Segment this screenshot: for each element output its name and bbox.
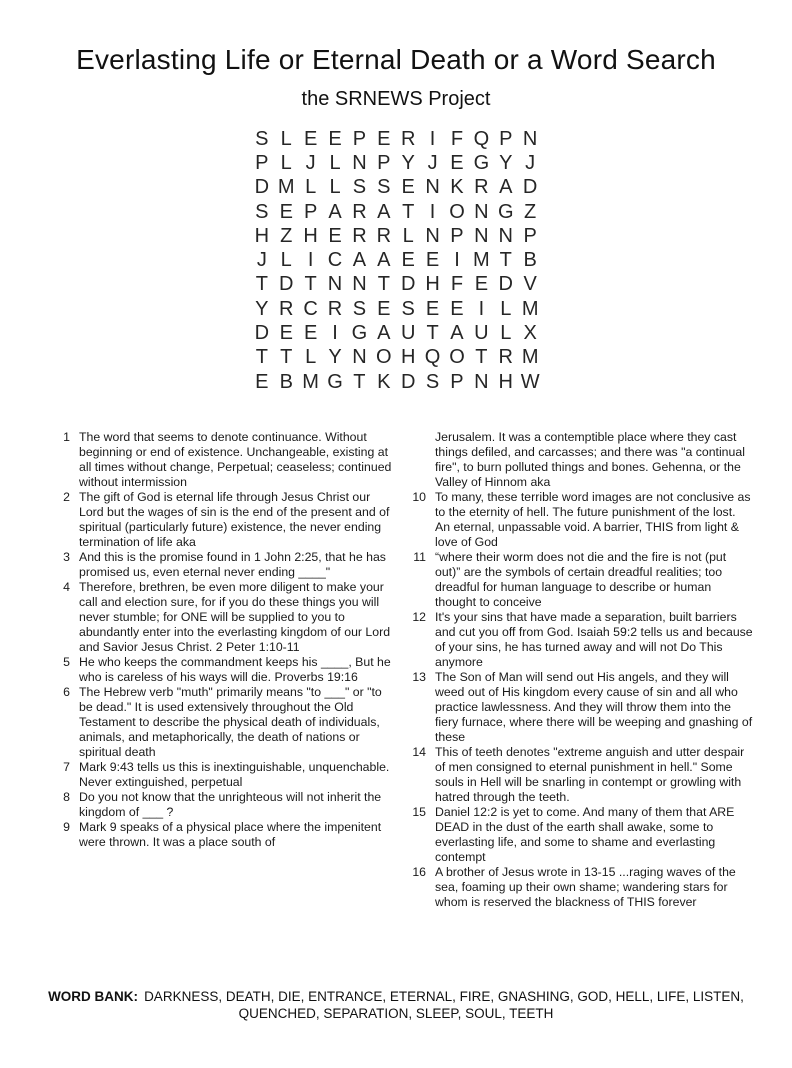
grid-letter: L bbox=[329, 151, 341, 174]
grid-letter: A bbox=[352, 249, 367, 272]
clue-number: 14 bbox=[412, 745, 426, 760]
grid-letter: A bbox=[377, 249, 391, 272]
clue-text: Jerusalem. It was a contemptible place where they cast things defiled, and carcasses; and there was "a continual fire", to burn polluted things and bones. Gehenna, or the Valley of Hinnom aka bbox=[435, 430, 745, 490]
grid-letter: N bbox=[352, 273, 367, 296]
grid-letter: T bbox=[475, 346, 488, 369]
grid-letter: P bbox=[352, 127, 367, 150]
grid-letter: H bbox=[303, 224, 318, 247]
grid-letter: E bbox=[401, 249, 415, 272]
clue-list bbox=[50, 430, 792, 910]
clue-item bbox=[406, 430, 753, 490]
grid-letter: V bbox=[523, 273, 537, 296]
grid-letter: P bbox=[450, 224, 464, 247]
grid-letter: I bbox=[429, 127, 436, 150]
grid-letter: U bbox=[400, 322, 416, 345]
grid-letter: F bbox=[450, 273, 464, 296]
page-subtitle: the SRNEWS Project bbox=[301, 88, 491, 110]
grid-letter: M bbox=[277, 176, 295, 199]
grid-letter: T bbox=[255, 273, 268, 296]
clue-text: To many, these terrible word images are not conclusive as to the eternity of hell. The future punishment of the lost. An eternal, unpassable void. A barrier, THIS from light & love of God bbox=[435, 490, 751, 550]
grid-letter: P bbox=[255, 151, 269, 174]
grid-letter: T bbox=[255, 346, 268, 369]
clue-number: 13 bbox=[412, 670, 426, 685]
grid-letter: I bbox=[478, 297, 485, 320]
grid-letter: H bbox=[400, 346, 416, 369]
grid-letter: O bbox=[376, 346, 392, 369]
grid-letter: S bbox=[255, 127, 269, 150]
clue-number: 15 bbox=[412, 805, 426, 820]
clue-text: Mark 9 speaks of a physical place where the impenitent were thrown. It was a place south of bbox=[79, 820, 382, 850]
grid-letter: N bbox=[474, 224, 489, 247]
grid-letter: E bbox=[303, 127, 318, 150]
grid-letter: N bbox=[327, 273, 343, 296]
grid-letter: D bbox=[498, 273, 513, 296]
grid-letter: R bbox=[279, 297, 294, 320]
grid-letter: S bbox=[352, 297, 367, 320]
grid-letter: A bbox=[499, 176, 513, 199]
grid-letter: A bbox=[450, 322, 464, 345]
grid-letter: C bbox=[303, 297, 318, 320]
grid-letter: O bbox=[449, 200, 465, 223]
grid-letter: E bbox=[279, 200, 293, 223]
grid-letter: T bbox=[377, 273, 390, 296]
clue-item bbox=[406, 550, 753, 610]
grid-letter: S bbox=[255, 200, 269, 223]
grid-letter: T bbox=[353, 370, 366, 393]
grid-letter: I bbox=[307, 249, 314, 272]
grid-letter: Y bbox=[328, 346, 342, 369]
grid-letter: P bbox=[377, 151, 391, 174]
grid-letter: E bbox=[279, 322, 293, 345]
grid-letter: E bbox=[401, 176, 415, 199]
grid-letter: G bbox=[497, 200, 514, 223]
grid-letter: M bbox=[521, 297, 539, 320]
grid-letter: D bbox=[254, 176, 270, 199]
grid-letter: E bbox=[303, 322, 318, 345]
grid-letter: Q bbox=[424, 346, 441, 369]
grid-letter: J bbox=[427, 151, 438, 174]
grid-letter: R bbox=[352, 200, 367, 223]
grid-letter: T bbox=[304, 273, 317, 296]
grid-letter: I bbox=[429, 200, 436, 223]
grid-letter: J bbox=[305, 151, 316, 174]
grid-letter: R bbox=[400, 127, 416, 150]
grid-letter: D bbox=[400, 370, 416, 393]
grid-letter: A bbox=[377, 200, 391, 223]
clue-item bbox=[406, 610, 753, 670]
page-title: Everlasting Life or Eternal Death or a Word Search bbox=[76, 44, 716, 75]
grid-letter: S bbox=[425, 370, 440, 393]
grid-letter: R bbox=[498, 346, 513, 369]
grid-letter: R bbox=[474, 176, 489, 199]
clue-item bbox=[50, 550, 397, 580]
grid-letter: B bbox=[523, 249, 537, 272]
grid-letter: Y bbox=[499, 151, 513, 174]
clue-number: 2 bbox=[63, 490, 70, 505]
grid-letter: P bbox=[450, 370, 464, 393]
clue-text: Mark 9:43 tells us this is inextinguishable, unquenchable. Never extinguished, perpetual bbox=[79, 760, 390, 790]
grid-letter: E bbox=[425, 297, 440, 320]
grid-letter: O bbox=[449, 346, 465, 369]
clue-number: 8 bbox=[63, 790, 70, 805]
grid-letter: L bbox=[500, 297, 512, 320]
grid-letter: I bbox=[332, 322, 338, 345]
clue-item bbox=[50, 490, 397, 550]
clue-number bbox=[406, 430, 435, 490]
grid-letter: B bbox=[279, 370, 293, 393]
grid-letter: L bbox=[280, 249, 292, 272]
clue-number: 12 bbox=[412, 610, 426, 625]
grid-letter: D bbox=[522, 176, 538, 199]
grid-letter: S bbox=[352, 176, 367, 199]
grid-letter: D bbox=[279, 273, 294, 296]
clue-item bbox=[406, 805, 753, 865]
clue-item bbox=[50, 820, 397, 850]
clue-text: The word that seems to denote continuance. Without beginning or end of existence. Unchangeable, existing at all times without change, Perpetual; ceaseless; continued without intermission bbox=[79, 430, 392, 490]
word-search-grid bbox=[250, 127, 543, 394]
clue-number: 9 bbox=[63, 820, 70, 835]
grid-letter: Y bbox=[401, 151, 415, 174]
clue-item bbox=[406, 865, 753, 910]
grid-letter: E bbox=[255, 370, 269, 393]
grid-letter: E bbox=[377, 297, 391, 320]
grid-letter: T bbox=[499, 249, 512, 272]
grid-letter: I bbox=[454, 249, 460, 272]
grid-letter: J bbox=[525, 151, 536, 174]
grid-letter: R bbox=[376, 224, 392, 247]
grid-letter: E bbox=[425, 249, 440, 272]
clue-number: 1 bbox=[63, 430, 70, 445]
grid-letter: N bbox=[474, 370, 489, 393]
clue-item bbox=[50, 655, 397, 685]
grid-letter: E bbox=[377, 127, 391, 150]
clue-text: It's your sins that have made a separation, built barriers and cut you off from God. Isaiah 59:2 tells us and because of your sins, he has turned away and will not Do This anymore bbox=[435, 610, 753, 670]
grid-letter: N bbox=[498, 224, 513, 247]
grid-letter: T bbox=[280, 346, 293, 369]
puzzle-page bbox=[0, 44, 792, 1021]
grid-letter: D bbox=[400, 273, 416, 296]
clue-text: The Son of Man will send out His angels, and they will weed out of His kingdom every cause of sin and all who practice lawlessness. And they will throw them into the fiery furnace, where there will be weeping and gnashing of these bbox=[435, 670, 753, 745]
grid-letter: Q bbox=[473, 127, 490, 150]
grid-letter: G bbox=[351, 322, 368, 345]
grid-letter: W bbox=[520, 370, 540, 393]
grid-letter: N bbox=[352, 151, 367, 174]
grid-letter: H bbox=[425, 273, 440, 296]
word-bank-words: DARKNESS, DEATH, DIE, ENTRANCE, ETERNAL, FIRE, GNASHING, GOD, HELL, LIFE, LISTEN, QUENCHED, SEPARATION, SLEEP, SOUL, TEETH bbox=[144, 989, 744, 1021]
clue-item bbox=[406, 670, 753, 745]
clue-text: This of teeth denotes "extreme anguish and utter despair of men consigned to eternal punishment in hell." Some souls in Hell will be snarling in contempt or growling with hatred through the teeth. bbox=[435, 745, 745, 805]
clue-item bbox=[406, 490, 753, 550]
word-bank bbox=[38, 988, 754, 1022]
grid-letter: K bbox=[450, 176, 464, 199]
grid-letter: G bbox=[327, 370, 343, 393]
grid-letter: C bbox=[327, 249, 343, 272]
grid-letter: Z bbox=[280, 224, 293, 247]
grid-letter: D bbox=[254, 322, 270, 345]
clue-number: 11 bbox=[413, 550, 426, 565]
grid-letter: L bbox=[305, 346, 317, 369]
grid-letter: T bbox=[402, 200, 415, 223]
grid-letter: J bbox=[256, 249, 267, 272]
grid-letter: K bbox=[377, 370, 391, 393]
clue-number: 10 bbox=[412, 490, 426, 505]
clue-number: 16 bbox=[412, 865, 426, 880]
grid-letter: E bbox=[450, 151, 464, 174]
grid-letter: L bbox=[280, 151, 292, 174]
grid-letter: A bbox=[328, 200, 342, 223]
clue-text: A brother of Jesus wrote in 13-15 ...raging waves of the sea, foaming up their own shame; wandering stars for whom is reserved the blackness of THIS forever bbox=[435, 865, 736, 910]
grid-letter: L bbox=[280, 127, 292, 150]
grid-letter: P bbox=[303, 200, 318, 223]
grid-letter: G bbox=[473, 151, 490, 174]
word-bank-label: WORD BANK: bbox=[48, 989, 139, 1004]
grid-letter: E bbox=[328, 127, 342, 150]
grid-letter: X bbox=[523, 322, 537, 345]
grid-letter: N bbox=[352, 346, 367, 369]
clue-item bbox=[50, 760, 397, 790]
clue-text: The Hebrew verb "muth" primarily means "to ___" or "to be dead." It is used extensively throughout the Old Testament to describe the physical death of individuals, animals, and metaphorically, the death of nations or spiritual death bbox=[79, 685, 382, 760]
grid-letter: Y bbox=[255, 297, 269, 320]
grid-letter: L bbox=[329, 176, 341, 199]
grid-letter: P bbox=[499, 127, 513, 150]
grid-letter: U bbox=[474, 322, 489, 345]
grid-letter: M bbox=[473, 249, 490, 272]
grid-letter: E bbox=[328, 224, 342, 247]
clue-text: Therefore, brethren, be even more diligent to make your call and election sure, for if you do these things you will never stumble; for ONE will be supplied to you to abundantly enter into the everlasting kingdom of our Lord and Savior Jesus Christ. 2 Peter 1:10-11 bbox=[79, 580, 391, 655]
grid-letter: L bbox=[500, 322, 512, 345]
grid-letter: R bbox=[327, 297, 343, 320]
grid-letter: T bbox=[426, 322, 439, 345]
clue-number: 6 bbox=[63, 685, 70, 700]
clue-text: He who keeps the commandment keeps his ____, But he who is careless of his ways will die. Proverbs 19:16 bbox=[79, 655, 391, 685]
clue-text: The gift of God is eternal life through Jesus Christ our Lord but the wages of sin is the end of the present and of spiritual (particularly future) existence, the never ending termination of life aka bbox=[79, 490, 390, 550]
grid-letter: E bbox=[450, 297, 464, 320]
grid-letter: L bbox=[402, 224, 414, 247]
clue-text: Do you not know that the unrighteous will not inherit the kingdom of ___ ? bbox=[79, 790, 382, 820]
clue-item bbox=[50, 685, 397, 760]
grid-letter: N bbox=[425, 176, 440, 199]
grid-letter: Z bbox=[524, 200, 537, 223]
grid-letter: H bbox=[254, 224, 270, 247]
clue-item bbox=[50, 790, 397, 820]
clue-number: 4 bbox=[63, 580, 70, 595]
clue-number: 7 bbox=[63, 760, 70, 775]
clue-text: “where their worm does not die and the fire is not (put out)” are the symbols of certain dreadful realities; too dreadful for human language to describe or human thought to conceive bbox=[435, 550, 727, 610]
grid-letter: S bbox=[401, 297, 415, 320]
clues-left-column bbox=[50, 430, 397, 910]
grid-letter: A bbox=[377, 322, 391, 345]
clue-text: And this is the promise found in 1 John 2:25, that he has promised us, even eternal never ending ____" bbox=[79, 550, 386, 580]
clue-text: Daniel 12:2 is yet to come. And many of them that ARE DEAD in the dust of the earth shall awake, some to everlasting life, and some to shame and everlasting contempt bbox=[435, 805, 735, 865]
clue-number: 3 bbox=[63, 550, 70, 565]
grid-letter: M bbox=[521, 346, 539, 369]
grid-letter: P bbox=[523, 224, 537, 247]
grid-letter: F bbox=[450, 127, 464, 150]
clues-right-column bbox=[406, 430, 753, 910]
grid-letter: S bbox=[377, 176, 391, 199]
clue-number: 5 bbox=[63, 655, 70, 670]
grid-letter: N bbox=[474, 200, 489, 223]
grid-letter: N bbox=[425, 224, 440, 247]
grid-letter: L bbox=[305, 176, 317, 199]
clue-item bbox=[50, 580, 397, 655]
grid-letter: M bbox=[302, 370, 319, 393]
clue-item bbox=[50, 430, 397, 490]
clue-item bbox=[406, 745, 753, 805]
grid-letter: R bbox=[352, 224, 367, 247]
grid-letter: E bbox=[474, 273, 489, 296]
grid-letter: N bbox=[522, 127, 538, 150]
grid-letter: H bbox=[498, 370, 513, 393]
